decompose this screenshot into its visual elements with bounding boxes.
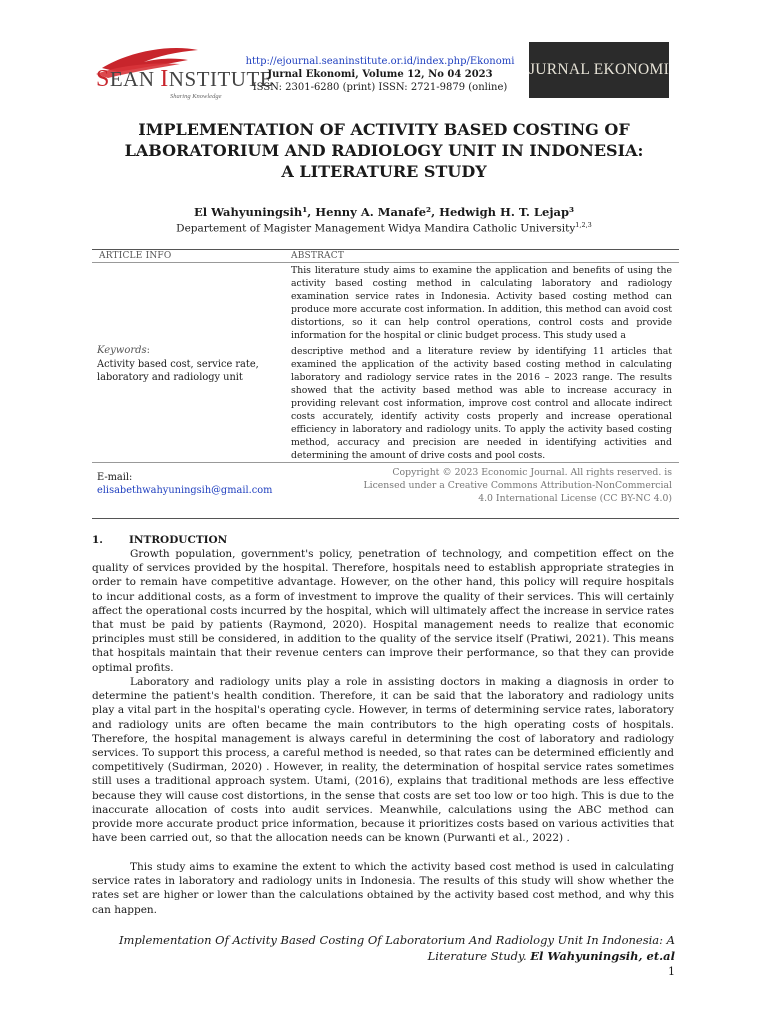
journal-url-link[interactable]: http://ejournal.seaninstitute.or.id/index.php/Ekonomi bbox=[245, 56, 515, 67]
journal-cover-badge: JURNAL EKONOMI bbox=[529, 42, 669, 98]
title-line: LABORATORIUM AND RADIOLOGY UNIT IN INDONESIA: bbox=[124, 141, 644, 160]
abstract-text-part2: descriptive method and a literature review by identifying 11 articles that examined the application of the activity based costing method in calculating laboratory and radiology service rates in the 2016 – 2023 range. The results showed that the activity based method was able to increase accuracy in providing relevant cost information, improve cost control and allocate indirect costs accurately, identify activity costs properly and increase operational efficiency in laboratory and radiology units. To apply the activity based costing method, accuracy and precision are needed in identifying activities and determining the amount of drive costs and pool costs. bbox=[291, 346, 672, 461]
title-line: A LITERATURE STUDY bbox=[281, 162, 487, 181]
publisher-name: SEAN INSTITUTE bbox=[96, 66, 274, 92]
table-mid-rule bbox=[92, 462, 679, 463]
email-label: E-mail: bbox=[97, 472, 133, 483]
author-list: El Wahyuningsih¹, Henny A. Manafe², Hedwigh H. T. Lejap³ bbox=[193, 205, 575, 219]
table-header-rule bbox=[92, 262, 679, 263]
author-email-link[interactable]: elisabethwahyuningsih@gmail.com bbox=[97, 485, 273, 496]
table-top-rule bbox=[92, 249, 679, 250]
body-paragraph: Growth population, government's policy, penetration of technology, and competition effect on the quality of services provided by the hospital. Therefore, hospitals need to establish appropriate strategies in order to remain have competitive advantage. However, on the other hand, this policy will require hospitals to incur additional costs, as a form of investment to improve the quality of their services. This will certainly affect the operational costs incurred by the hospital, which will ultimately affect the increase in service rates that must be paid by patients (Raymond, 2020). Hospital management needs to realize that economic principles must still be considered, in addition to the quality of the service itself (Pratiwi, 2021). This means that hospitals maintain that their revenue centers can improve their performance, so that they can provide optimal profits. bbox=[92, 548, 674, 674]
body-paragraph: This study aims to examine the extent to which the activity based cost method is used in calculating service rates in laboratory and radiology units in Indonesia. The results of this study will show whether the rates set are higher or lower than the calculations obtained by the activity based cost method, and why this can happen. bbox=[92, 861, 674, 916]
journal-volume: Jurnal Ekonomi, Volume 12, No 04 2023 bbox=[267, 69, 493, 80]
article-info-header: ARTICLE INFO bbox=[99, 251, 172, 261]
abstract-header: ABSTRACT bbox=[291, 251, 345, 261]
copyright-notice: Copyright © 2023 Economic Journal. All rights reserved. is Licensed under a Creative Commons Attribution-NonCommercial 4.0 International License (CC BY-NC 4.0) bbox=[363, 467, 672, 504]
journal-issn: ISSN: 2301-6280 (print) ISSN: 2721-9879 (online) bbox=[252, 82, 508, 93]
publisher-tagline: Sharing Knowledge bbox=[170, 93, 222, 100]
section-heading: 1. INTRODUCTION bbox=[92, 534, 228, 546]
abstract-text-part1: This literature study aims to examine the application and benefits of using the activity based costing method in calculating laboratory and radiology examination service rates in Indonesia. Activity based costing method can produce more accurate cost information. In addition, this method can avoid cost distortions, so it can help control operations, control costs and provide information for the hospital or clinic budget process. This study used a bbox=[291, 265, 672, 341]
keywords-text: Activity based cost, service rate, laboratory and radiology unit bbox=[97, 359, 259, 383]
running-footer: Implementation Of Activity Based Costing Of Laboratorium And Radiology Unit In Indonesia: A Literature Study. El Wahyuningsih, et.al bbox=[118, 933, 675, 963]
page-number: 1 bbox=[668, 965, 675, 978]
affiliation: Departement of Magister Management Widya Mandira Catholic University$^{1,2,3}$ bbox=[176, 221, 592, 235]
keywords-label: Keywords: bbox=[97, 345, 151, 356]
title-line: IMPLEMENTATION OF ACTIVITY BASED COSTING OF bbox=[138, 120, 630, 139]
table-bottom-rule bbox=[92, 518, 679, 519]
paper-title bbox=[80, 119, 688, 182]
body-paragraph: Laboratory and radiology units play a role in assisting doctors in making a diagnosis in order to determine the patient's health condition. Therefore, it can be said that the laboratory and radiology units play a vital part in the hospital's operating cycle. However, in terms of determining service rates, laboratory and radiology units are often became the main contributors to the high operating costs of hospitals. Therefore, the hospital management is always careful in determining the cost of laboratory and radiology services. To support this process, a careful method is needed, so that rates can be determined efficiently and competitively (Sudirman, 2020) . However, in reality, the determination of hospital service rates sometimes still uses a traditional approach system. Utami, (2016), explains that traditional methods are less effective because they will cause cost distortions, in the sense that costs are set too low or too high. This is due to the inaccurate allocation of costs into audit services. Meanwhile, calculations using the ABC method can provide more accurate product price information, because it prioritizes costs based on various activities that have been carried out, so that the allocation needs can be known (Purwanti et al., 2022) . bbox=[92, 676, 674, 845]
